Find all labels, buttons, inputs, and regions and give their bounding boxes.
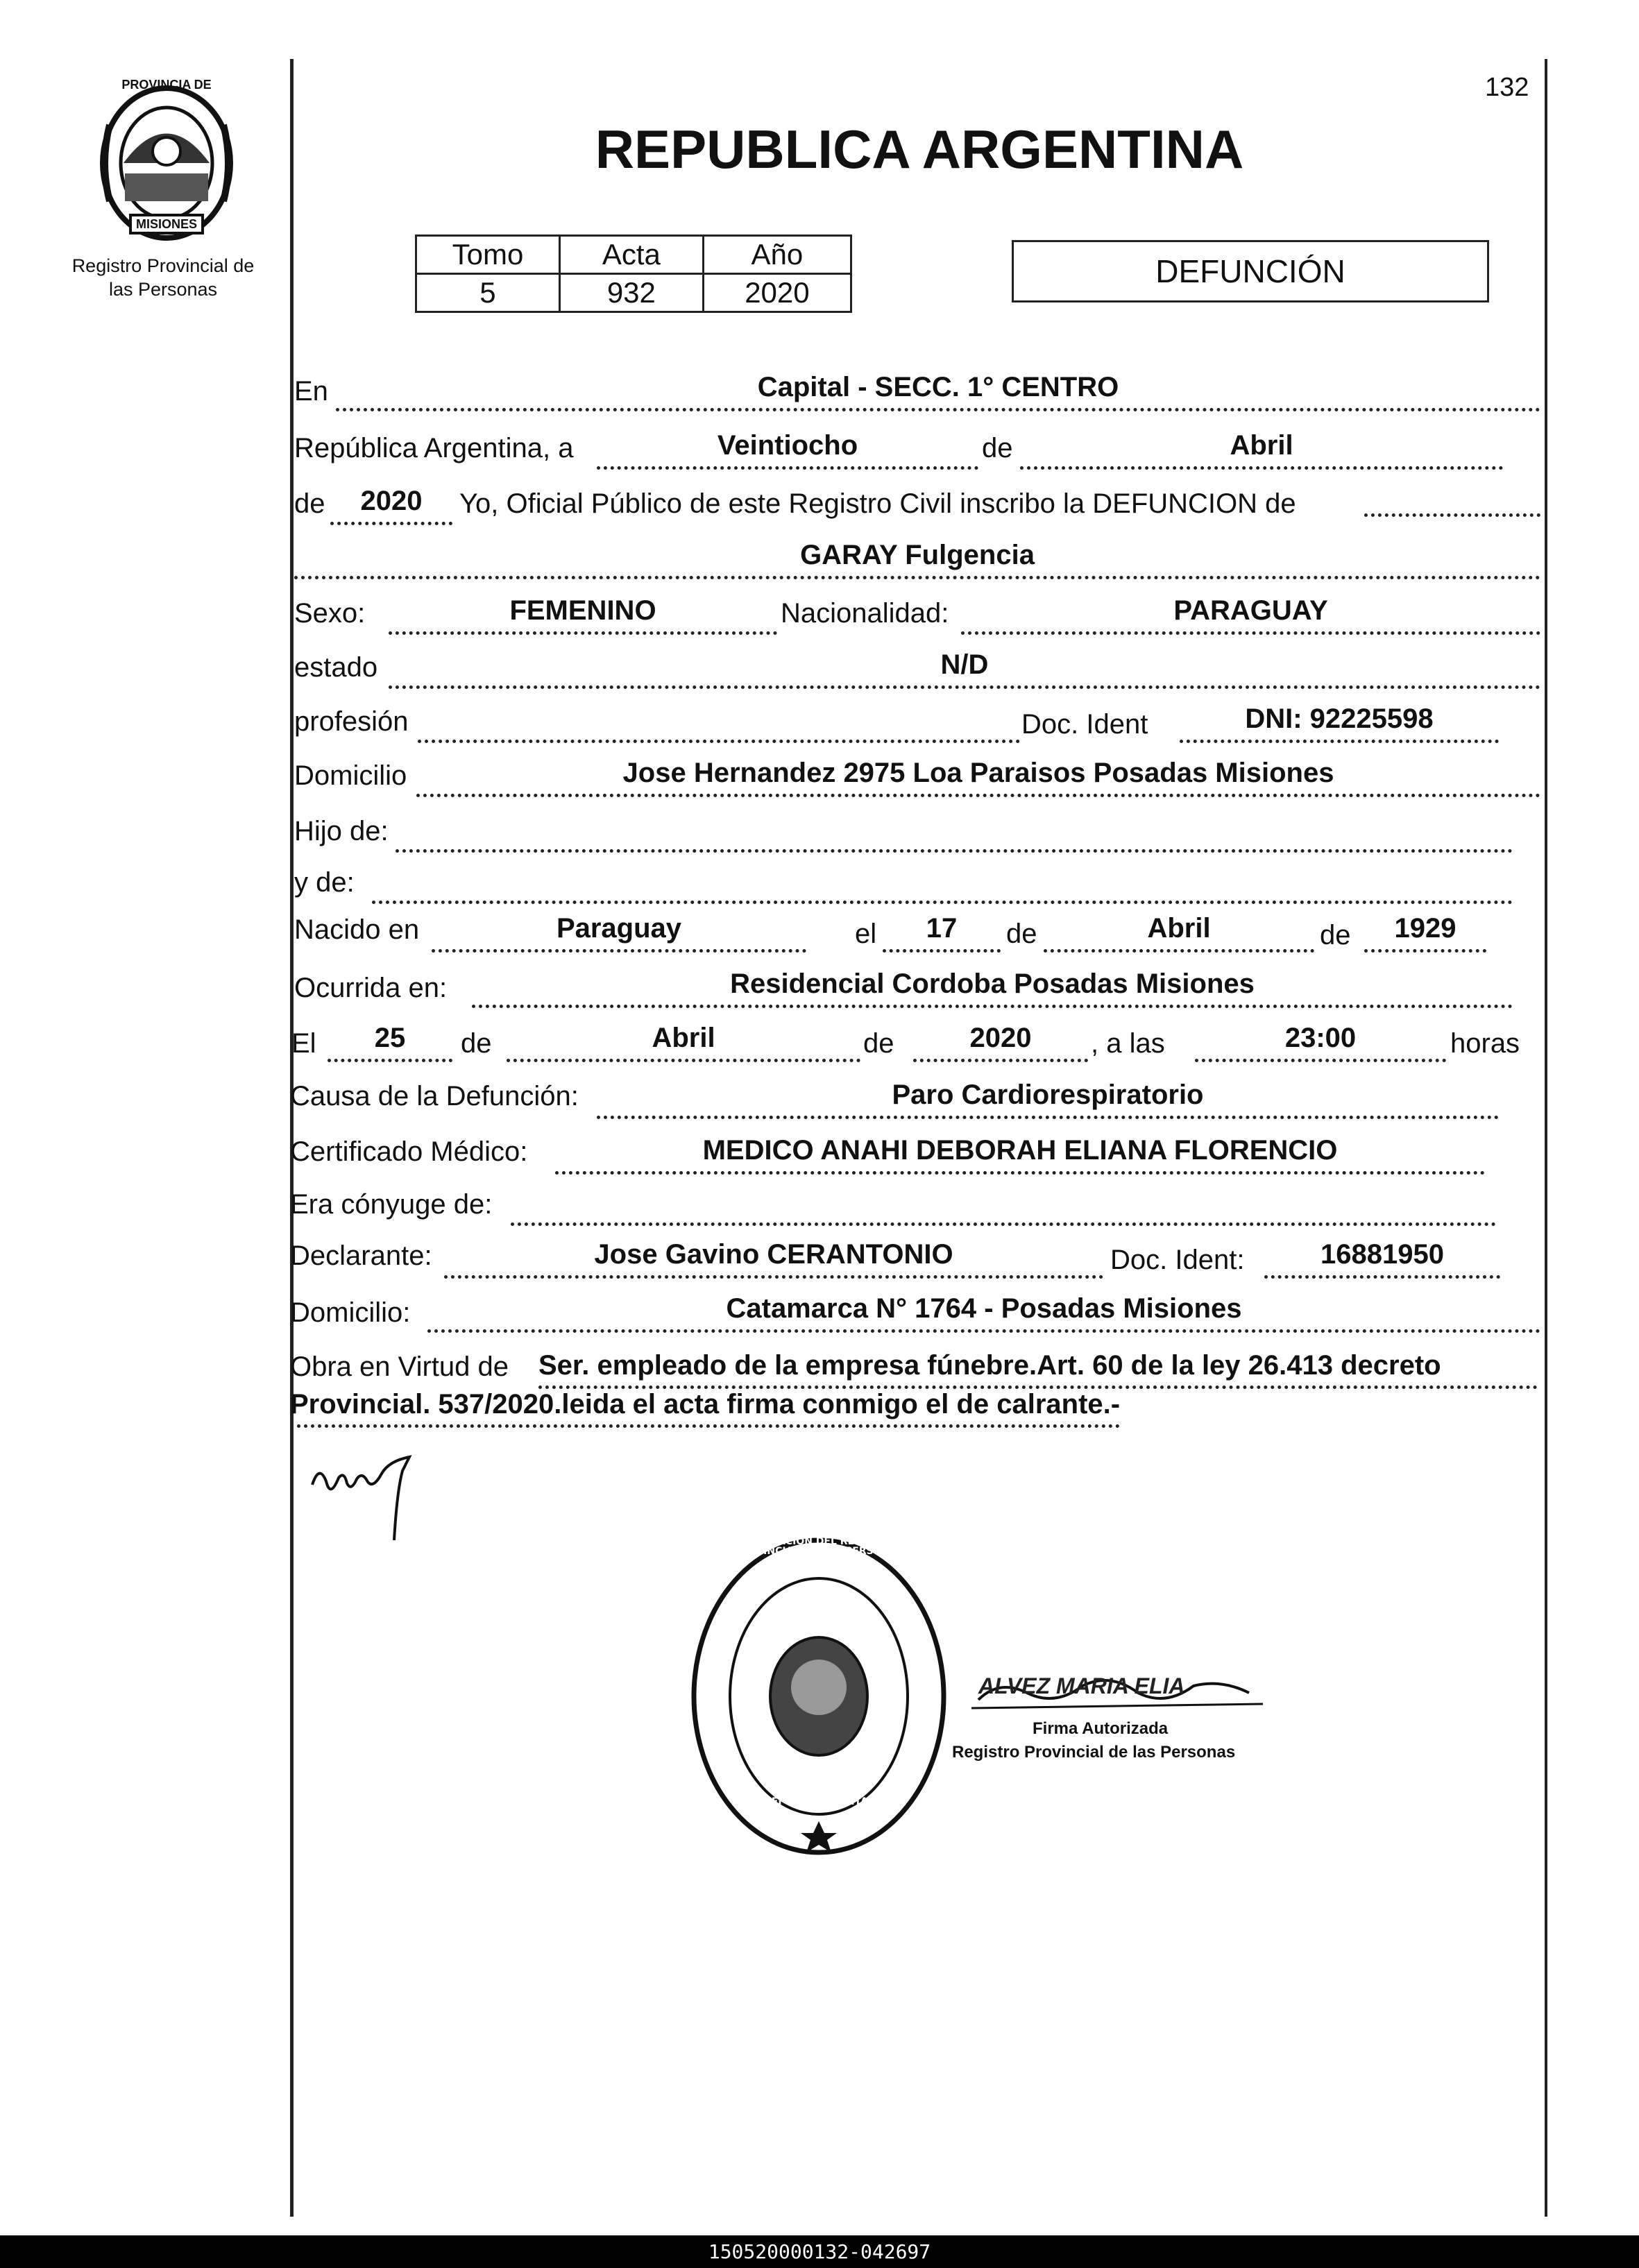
doc-ident2-label: Doc. Ident: xyxy=(1110,1245,1245,1275)
nacido-de1-label: de xyxy=(1006,919,1037,949)
estado-label: estado xyxy=(294,652,378,683)
domicilio-label: Domicilio xyxy=(294,760,407,791)
causa-label: Causa de la Defunción: xyxy=(290,1081,579,1111)
ocurrida-label: Ocurrida en: xyxy=(294,973,448,1003)
month-value: Abril xyxy=(1020,432,1503,470)
table-value-anio: 2020 xyxy=(703,274,851,312)
yo-text: Yo, Oficial Público de este Registro Civil inscribo la DEFUNCION de xyxy=(459,488,1296,519)
right-margin-line xyxy=(1545,59,1547,2217)
year-value: 2020 xyxy=(330,487,452,525)
causa-value: Paro Cardiorespiratorio xyxy=(597,1081,1499,1119)
authorized-signature-title: Firma Autorizada xyxy=(1033,1719,1169,1738)
domicilio2-value: Catamarca N° 1764 - Posadas Misiones xyxy=(427,1295,1540,1333)
hijo-label: Hijo de: xyxy=(294,816,389,846)
seal-text-bottom: MISIONES xyxy=(135,217,197,231)
def-de1-label: de xyxy=(461,1028,492,1059)
page-number: 132 xyxy=(1485,73,1529,102)
nacido-de2-label: de xyxy=(1320,920,1351,950)
officer-signature xyxy=(305,1443,430,1547)
official-stamp xyxy=(687,1533,951,1859)
certificado-value: MEDICO ANAHI DEBORAH ELIANA FLORENCIO xyxy=(555,1136,1485,1175)
nacido-anio-value: 1929 xyxy=(1364,914,1486,953)
record-index-table xyxy=(415,235,852,313)
nacido-mes-value: Abril xyxy=(1044,914,1314,953)
def-hora-value: 23:00 xyxy=(1195,1024,1446,1062)
nacido-lugar-value: Paraguay xyxy=(432,914,806,953)
declarante-value: Jose Gavino CERANTONIO xyxy=(444,1240,1103,1279)
stamp-outer-text: DELEGACION DEL REGISTRO PROVINCIAL DE LAS PERSONAS xyxy=(733,1536,905,1557)
nacionalidad-label: Nacionalidad: xyxy=(781,598,949,629)
stamp-inner-text: DEFUNCION DIGITAL xyxy=(763,1796,874,1807)
registry-name-line2: las Personas xyxy=(108,279,218,300)
day-words-value: Veintiocho xyxy=(597,432,978,470)
obra-line2: Provincial. 537/2020.leida el acta firma conmigo el de calrante.- xyxy=(290,1389,1120,1428)
domicilio-value: Jose Hernandez 2975 Loa Paraisos Posadas Misiones xyxy=(416,759,1540,797)
en-value: Capital - SECC. 1° CENTRO xyxy=(336,373,1540,411)
declarante-label: Declarante: xyxy=(290,1240,432,1271)
alas-label: , a las xyxy=(1091,1028,1165,1059)
profesion-label: profesión xyxy=(294,706,409,737)
registry-name-line1: Registro Provincial de xyxy=(71,255,255,276)
table-header-tomo: Tomo xyxy=(416,236,560,274)
yde-value xyxy=(372,866,1513,904)
document-type-label: DEFUNCIÓN xyxy=(1155,253,1345,289)
nacido-label: Nacido en xyxy=(294,914,420,945)
sexo-label: Sexo: xyxy=(294,598,366,629)
conyuge-label: Era cónyuge de: xyxy=(290,1189,493,1220)
hijo-value xyxy=(396,815,1513,853)
el2-label: El xyxy=(291,1028,316,1059)
def-de2-label: de xyxy=(863,1028,894,1059)
page-title: REPUBLICA ARGENTINA xyxy=(595,119,1244,180)
de-label-1: de xyxy=(982,433,1013,463)
de-label-2: de xyxy=(294,488,325,519)
table-header-acta: Acta xyxy=(559,236,703,274)
def-dia-value: 25 xyxy=(328,1024,452,1062)
def-anio-value: 2020 xyxy=(913,1024,1088,1062)
nacionalidad-value: PARAGUAY xyxy=(961,597,1540,635)
table-header-anio: Año xyxy=(703,236,851,274)
yde-label: y de: xyxy=(294,867,355,898)
footer-barcode-text: 150520000132-042697 xyxy=(0,2235,1639,2268)
profesion-value xyxy=(418,705,1020,743)
ocurrida-value: Residencial Cordoba Posadas Misiones xyxy=(472,970,1513,1008)
horas-label: horas xyxy=(1450,1028,1520,1059)
conyuge-value xyxy=(511,1188,1496,1226)
yo-dots xyxy=(1364,513,1540,517)
nacido-el-label: el xyxy=(855,919,877,949)
sexo-value: FEMENINO xyxy=(389,597,777,635)
estado-value: N/D xyxy=(389,651,1540,689)
nacido-dia-value: 17 xyxy=(883,914,1001,953)
authorized-signature-name: ALVEZ MARIA ELIA xyxy=(978,1673,1185,1698)
doc-ident-label: Doc. Ident xyxy=(1021,709,1148,740)
seal-text-top: PROVINCIA DE xyxy=(121,78,212,92)
certificado-label: Certificado Médico: xyxy=(290,1136,528,1167)
republica-label: República Argentina, a xyxy=(294,433,574,463)
deceased-name-value: GARAY Fulgencia xyxy=(294,541,1540,579)
def-mes-value: Abril xyxy=(507,1024,860,1062)
doc-ident-value: DNI: 92225598 xyxy=(1180,705,1499,743)
table-value-acta: 932 xyxy=(559,274,703,312)
obra-label: Obra en Virtud de xyxy=(290,1352,509,1382)
doc-ident2-value: 16881950 xyxy=(1264,1240,1500,1279)
document-type-box xyxy=(1012,240,1489,302)
authorized-signature-office: Registro Provincial de las Personas xyxy=(952,1743,1236,1762)
en-label: En xyxy=(294,376,328,407)
domicilio2-label: Domicilio: xyxy=(290,1297,411,1328)
obra-line1: Ser. empleado de la empresa fúnebre.Art. 60 de la ley 26.413 decreto xyxy=(538,1350,1538,1389)
table-value-tomo: 5 xyxy=(416,274,560,312)
